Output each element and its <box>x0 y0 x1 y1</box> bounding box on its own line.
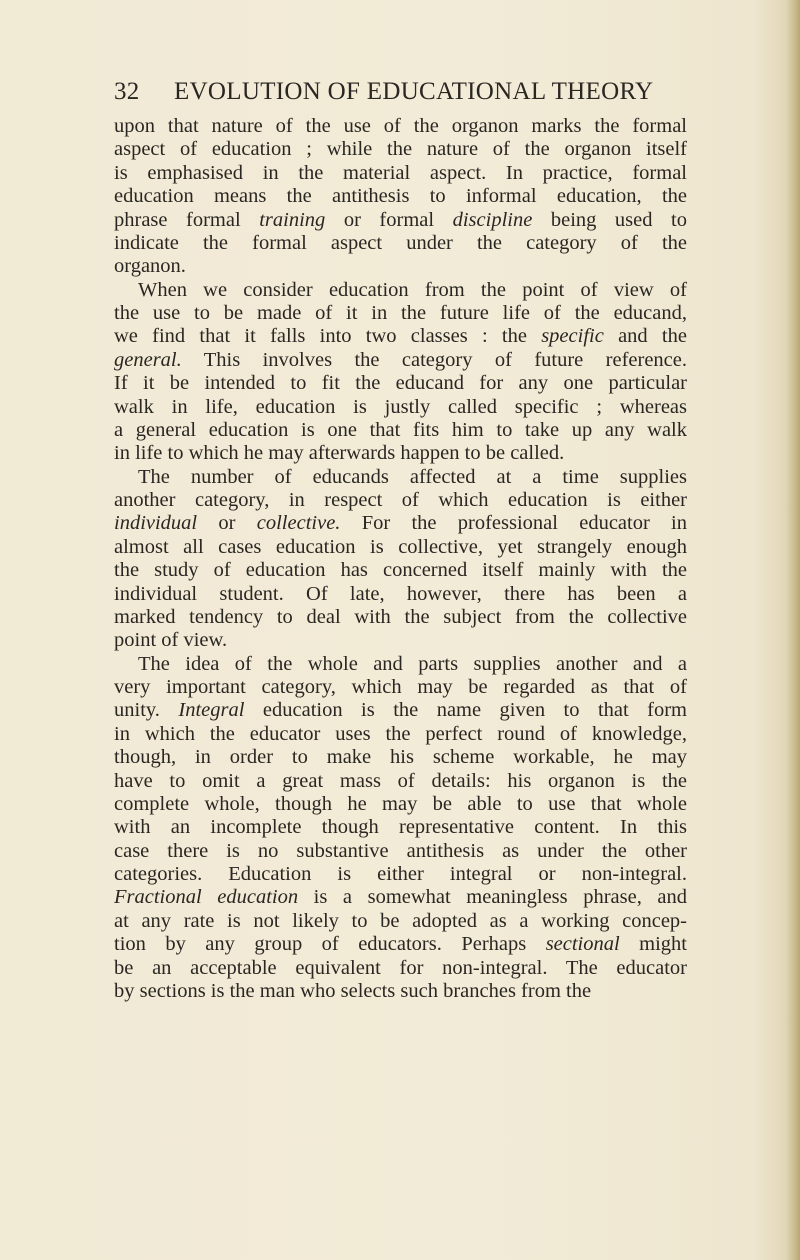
text-line <box>114 466 687 489</box>
text-line <box>114 653 687 676</box>
text-line <box>114 933 687 956</box>
text-segment: and the <box>603 325 687 348</box>
text-segment: education means the antithesis to informal education, the <box>114 185 687 208</box>
text-line <box>114 629 687 652</box>
text-segment: For the professional educator in <box>340 512 688 535</box>
text-segment: indicate the formal aspect under the category of the <box>114 231 687 254</box>
text-line <box>114 255 687 278</box>
text-line <box>114 957 687 980</box>
text-segment: phrase formal <box>114 208 260 231</box>
text-line <box>114 442 687 465</box>
text-line <box>114 723 687 746</box>
text-segment: in which the educator uses the perfect round of knowledge, <box>114 722 687 745</box>
text-line <box>114 396 687 419</box>
text-segment: or <box>197 512 257 535</box>
page-edge-shadow <box>786 0 800 1260</box>
text-segment: is a somewhat meaningless phrase, and <box>298 886 687 909</box>
italic-term: individual <box>114 512 198 535</box>
text-segment: marked tendency to deal with the subject from the collective <box>114 605 687 628</box>
italic-term: sectional <box>545 933 620 956</box>
italic-term: collective. <box>256 512 341 535</box>
text-segment: individual student. Of late, however, there has been a <box>114 582 687 605</box>
text-line <box>114 910 687 933</box>
text-segment: in life to which he may afterwards happen to be called. <box>114 442 565 465</box>
italic-term: discipline <box>452 208 533 231</box>
text-segment: When we consider education from the point of view of <box>138 278 687 301</box>
text-line <box>114 372 687 395</box>
text-line <box>114 793 687 816</box>
text-segment: This involves the category of future reference. <box>181 348 687 371</box>
text-line <box>114 302 687 325</box>
text-segment: almost all cases education is collective, yet strangely enough <box>114 535 687 558</box>
text-line <box>114 816 687 839</box>
text-line <box>114 419 687 442</box>
text-line <box>114 606 687 629</box>
running-head: EVOLUTION OF EDUCATIONAL THEORY <box>174 78 654 105</box>
italic-term: training <box>259 208 326 231</box>
text-segment: might <box>619 933 687 956</box>
text-line <box>114 559 687 582</box>
text-segment: case there is no substantive antithesis as under the other <box>114 839 687 862</box>
text-segment: though, in order to make his scheme workable, he may <box>114 746 687 769</box>
text-line <box>114 349 687 372</box>
text-line <box>114 676 687 699</box>
text-line <box>114 209 687 232</box>
text-segment: organon. <box>114 255 186 278</box>
page-number: 32 <box>114 78 140 105</box>
text-line <box>114 863 687 886</box>
text-segment: with an incomplete though representative content. In this <box>114 816 687 839</box>
text-segment: aspect of education ; while the nature of the organon itself <box>114 138 687 161</box>
body-text <box>114 115 687 1003</box>
text-line <box>114 115 687 138</box>
text-segment: or formal <box>325 208 453 231</box>
text-segment: we find that it falls into two classes : the <box>114 325 542 348</box>
text-segment: The number of educands affected at a time supplies <box>138 465 687 488</box>
text-segment: at any rate is not likely to be adopted as a working concep- <box>114 909 687 932</box>
text-line <box>114 840 687 863</box>
text-segment: another category, in respect of which education is either <box>114 489 687 511</box>
text-segment: upon that nature of the use of the organon marks the formal <box>114 115 687 137</box>
italic-term: Integral <box>178 699 245 722</box>
text-line <box>114 325 687 348</box>
text-segment: complete whole, though he may be able to use that whole <box>114 792 687 815</box>
text-segment: by sections is the man who selects such branches from the <box>114 979 592 1002</box>
text-line <box>114 279 687 302</box>
text-line <box>114 980 687 1003</box>
text-segment: have to omit a great mass of details: his organon is the <box>114 769 687 792</box>
text-line <box>114 699 687 722</box>
text-segment: If it be intended to fit the educand for any one particular <box>114 372 687 395</box>
text-line <box>114 489 687 512</box>
italic-term: Fractional education <box>114 886 299 909</box>
text-line <box>114 138 687 161</box>
text-line <box>114 536 687 559</box>
text-segment: categories. Education is either integral or non-integral. <box>114 863 687 885</box>
text-line <box>114 185 687 208</box>
text-segment: the study of education has concerned itself mainly with the <box>114 559 687 582</box>
text-line <box>114 162 687 185</box>
text-segment: the use to be made of it in the future life of the educand, <box>114 302 687 324</box>
text-line <box>114 886 687 909</box>
text-segment: point of view. <box>114 629 228 652</box>
text-segment: education is the name given to that form <box>244 699 687 722</box>
text-segment: very important category, which may be regarded as that of <box>114 676 687 698</box>
page-header <box>114 78 714 112</box>
text-segment: unity. <box>114 699 179 722</box>
italic-term: specific <box>541 325 604 348</box>
text-line <box>114 512 687 535</box>
text-line <box>114 232 687 255</box>
text-segment: a general education is one that fits him to take up any walk <box>114 418 687 441</box>
text-segment: be an acceptable equivalent for non-integral. The educator <box>114 956 687 979</box>
text-segment: The idea of the whole and parts supplies another and a <box>138 652 687 675</box>
text-line <box>114 746 687 769</box>
text-line <box>114 583 687 606</box>
italic-term: general. <box>114 348 182 371</box>
text-segment: tion by any group of educators. Perhaps <box>114 933 546 956</box>
text-segment: walk in life, education is justly called specific ; whereas <box>114 395 687 418</box>
text-segment: is emphasised in the material aspect. In practice, formal <box>114 161 687 184</box>
text-segment: being used to <box>532 208 687 231</box>
text-line <box>114 770 687 793</box>
